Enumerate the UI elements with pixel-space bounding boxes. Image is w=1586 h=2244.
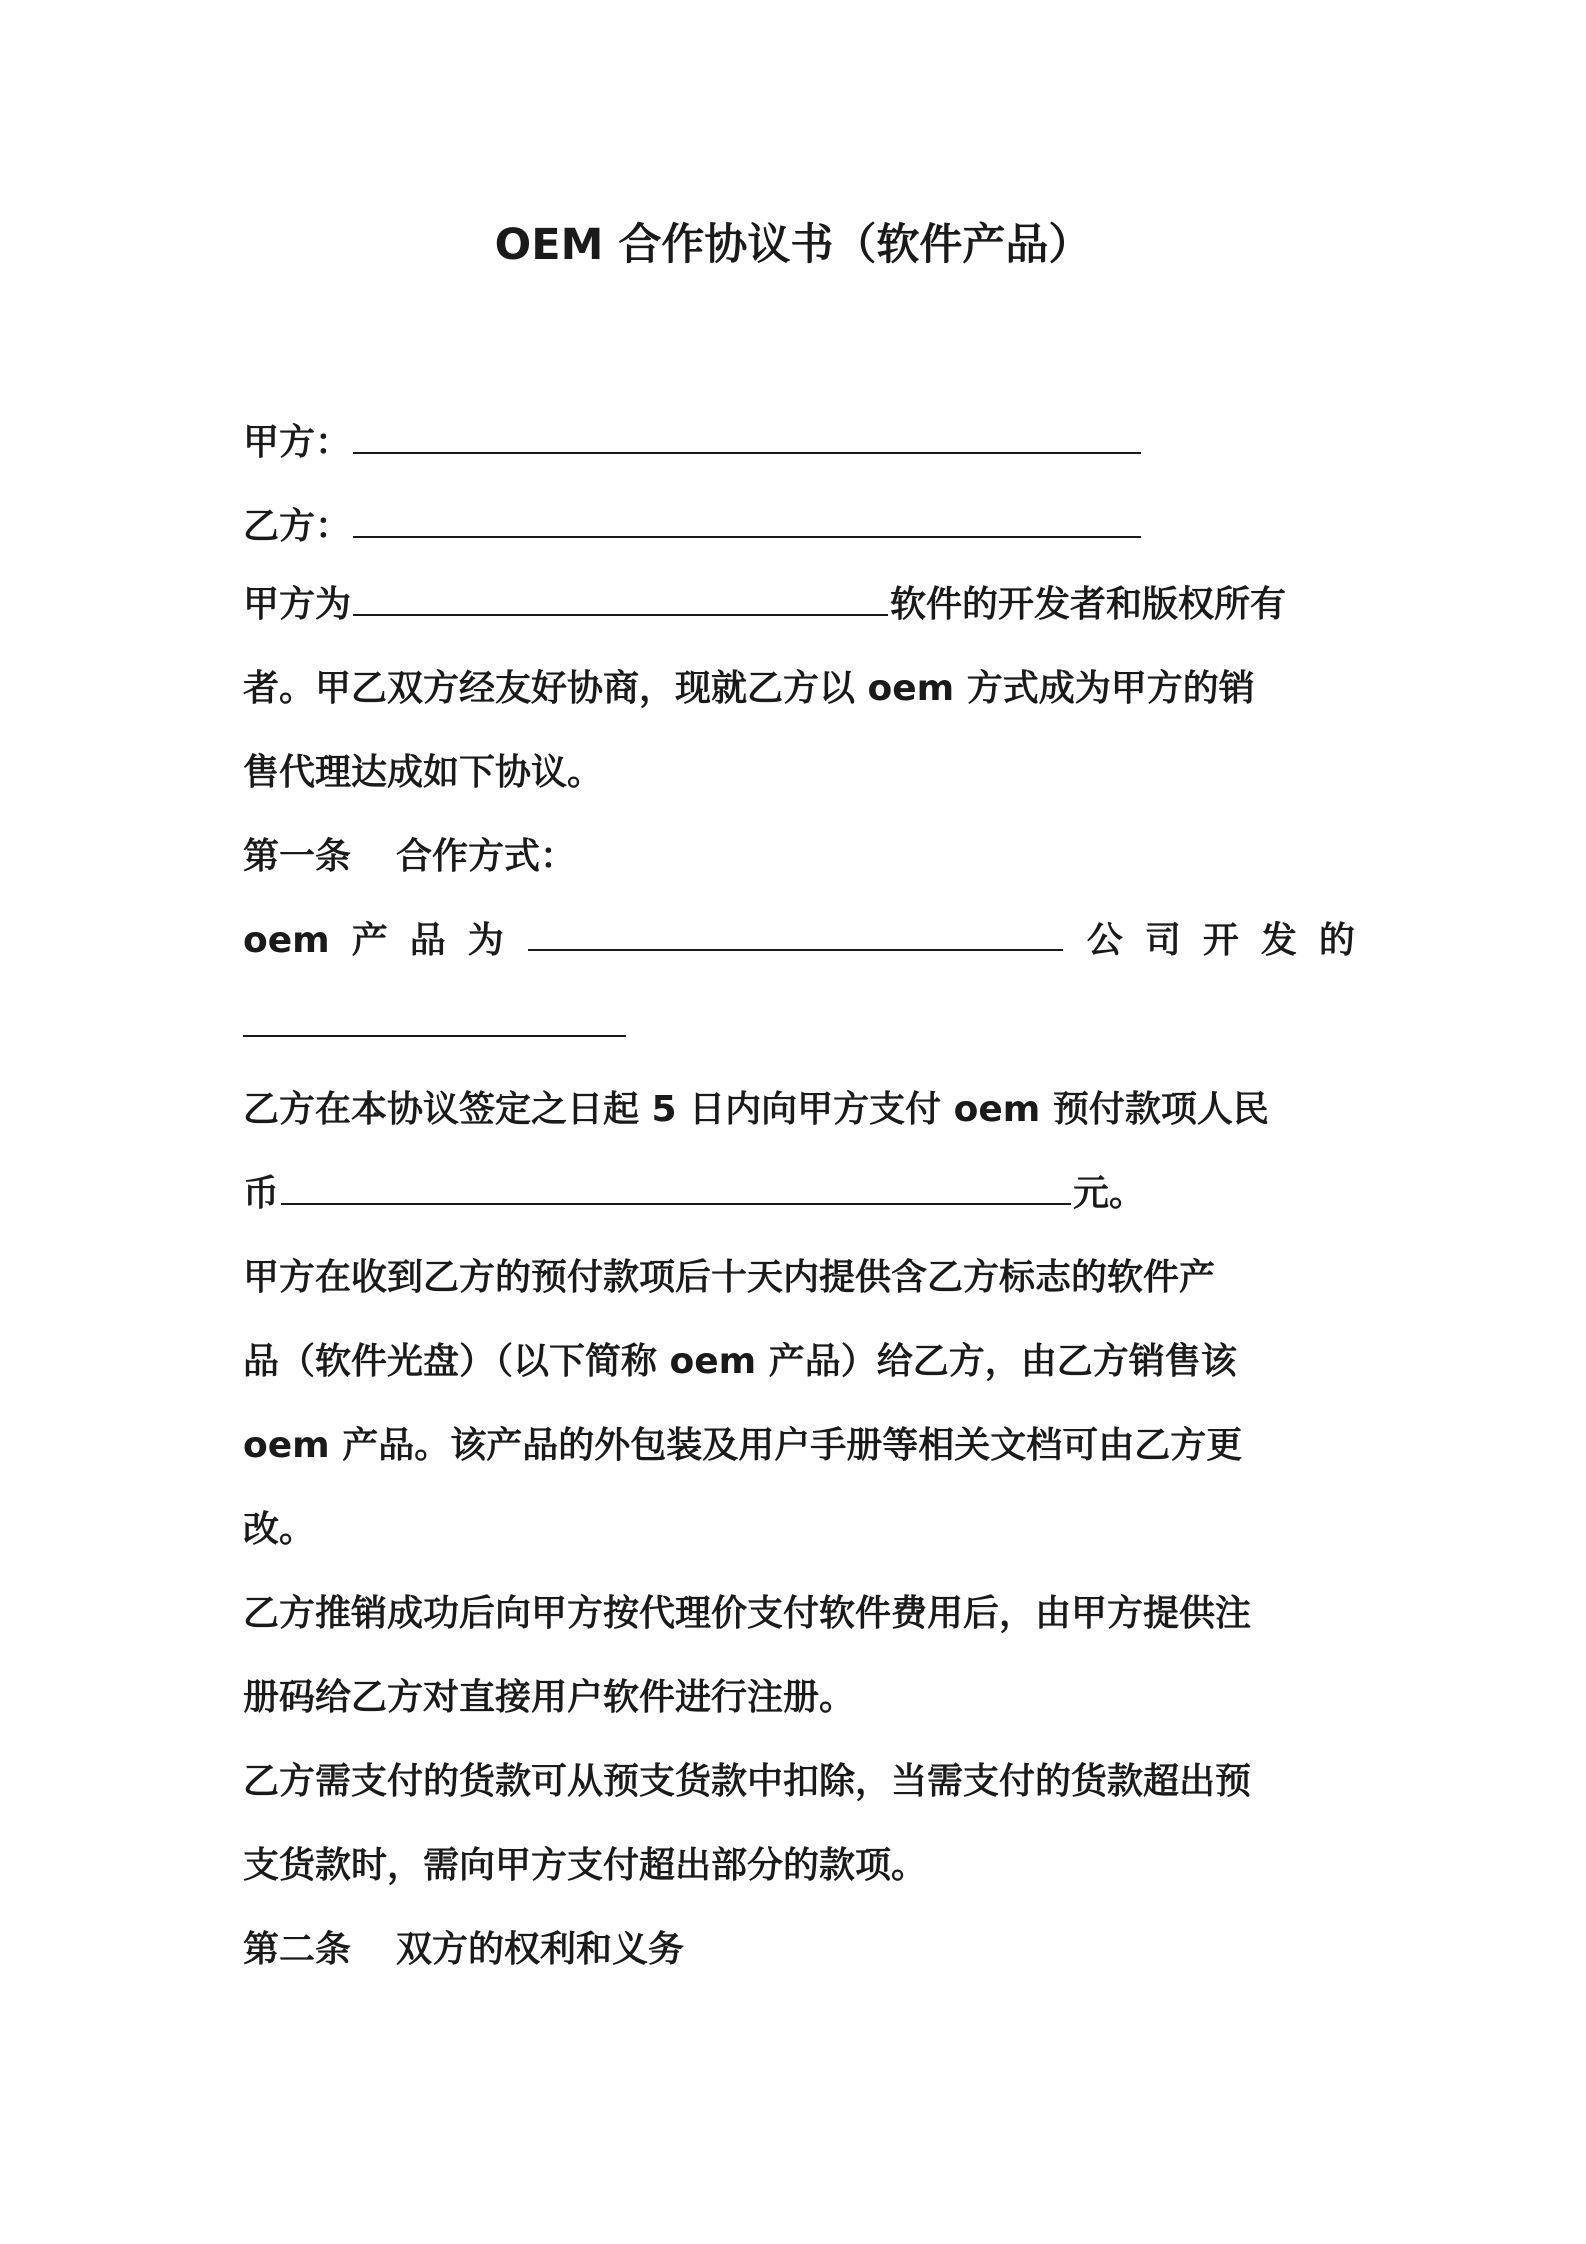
party-b-line bbox=[243, 497, 1143, 557]
p4-line-1: 乙方推销成功后向甲方按代理价支付软件费用后，由甲方提供注 bbox=[243, 1593, 1252, 1634]
party-b-blank[interactable] bbox=[353, 498, 1141, 538]
oem-char-pin: 品 bbox=[409, 920, 446, 961]
oem-char-chan: 产 bbox=[351, 920, 388, 961]
company-char-gong: 公 bbox=[1086, 920, 1123, 961]
company-char-kai: 开 bbox=[1202, 920, 1239, 961]
p5-line-1: 乙方需支付的货款可从预支货款中扣除，当需支付的货款超出预 bbox=[243, 1761, 1252, 1802]
oem-product-line bbox=[243, 911, 1355, 971]
payment-amount-blank[interactable] bbox=[281, 1165, 1071, 1205]
company-char-fa: 发 bbox=[1260, 920, 1297, 961]
payment-line-2 bbox=[243, 1164, 1145, 1224]
payment-suffix: 元。 bbox=[1073, 1173, 1146, 1214]
article-2-heading bbox=[243, 1920, 684, 1980]
p3-line-1: 甲方在收到乙方的预付款项后十天内提供含乙方标志的软件产 bbox=[243, 1257, 1216, 1298]
article-2-title: 双方的权利和义务 bbox=[396, 1929, 685, 1970]
p4-line-2: 册码给乙方对直接用户软件进行注册。 bbox=[243, 1677, 856, 1718]
p3-line-3: oem 产品。该产品的外包装及用户手册等相关文档可由乙方更 bbox=[243, 1425, 1243, 1466]
article-1-title: 合作方式： bbox=[396, 836, 577, 877]
party-b-label: 乙方： bbox=[243, 506, 352, 547]
product-name-blank[interactable] bbox=[243, 997, 626, 1037]
party-a-line bbox=[243, 413, 1143, 473]
document-title: OEM 合作协议书（软件产品） bbox=[494, 220, 1092, 270]
party-a-label: 甲方： bbox=[243, 422, 352, 463]
company-name-blank[interactable] bbox=[528, 911, 1063, 951]
p3-line-4: 改。 bbox=[243, 1509, 316, 1550]
oem-char-wei: 为 bbox=[467, 920, 504, 961]
article-1-heading bbox=[243, 827, 576, 887]
payment-line-1: 乙方在本协议签定之日起 5 日内向甲方支付 oem 预付款项人民 bbox=[243, 1089, 1269, 1130]
p3-line-2: 品（软件光盘）（以下简称 oem 产品）给乙方，由乙方销售该 bbox=[243, 1341, 1237, 1382]
product-name-line bbox=[243, 996, 628, 1056]
article-1-number: 第一条 bbox=[243, 836, 352, 877]
intro-line-1 bbox=[243, 575, 1286, 635]
party-a-blank[interactable] bbox=[353, 414, 1141, 454]
article-2-number: 第二条 bbox=[243, 1929, 352, 1970]
intro-prefix: 甲方为 bbox=[243, 584, 352, 625]
software-name-blank[interactable] bbox=[353, 576, 888, 616]
payment-prefix: 币 bbox=[243, 1173, 280, 1214]
intro-line-3: 售代理达成如下协议。 bbox=[243, 752, 604, 793]
intro-suffix: 软件的开发者和版权所有 bbox=[890, 584, 1287, 625]
company-char-de: 的 bbox=[1318, 920, 1355, 961]
company-char-si: 司 bbox=[1144, 920, 1181, 961]
p5-line-2: 支货款时，需向甲方支付超出部分的款项。 bbox=[243, 1845, 928, 1886]
intro-line-2: 者。甲乙双方经友好协商，现就乙方以 oem 方式成为甲方的销 bbox=[243, 668, 1255, 709]
oem-word: oem bbox=[243, 920, 330, 961]
